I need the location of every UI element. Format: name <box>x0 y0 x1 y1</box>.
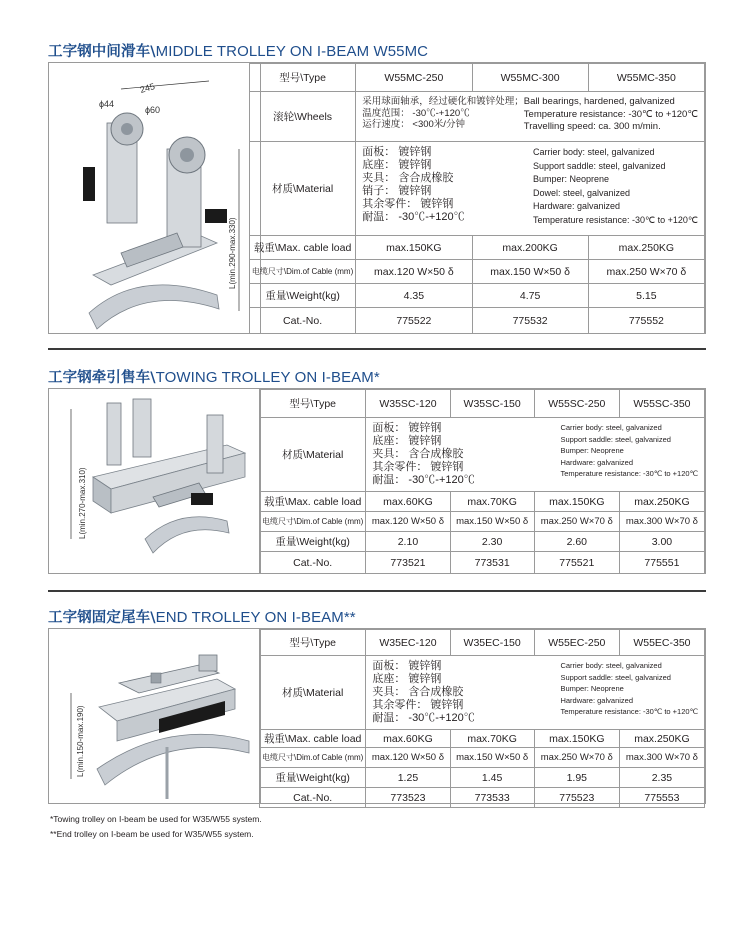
load-cell: max.60KG <box>366 730 450 748</box>
end-trolley-block <box>48 628 706 804</box>
dim-cell: max.120 W×50 δ <box>356 260 472 284</box>
section-title-towing-trolley: 工字钢牵引售车\TOWING TROLLEY ON I-BEAM* <box>48 369 380 386</box>
label-type: 型号\Type <box>260 630 366 656</box>
dim-height-label: L(min.290-max.330) <box>228 217 237 289</box>
label-cat: Cat.-No. <box>260 552 366 574</box>
material-description: 面板： 镀锌钢 底座： 镀锌钢 夹具： 含合成橡胶 销子： 镀锌钢 其余零件： 镀锌钢 耐温： -30℃-+120℃ Carrier body: steel, galvanized Support saddle: steel, galvanized Bumper: Neoprene Dowel: steel, galvanized Hardware: galvanized Temperature resistance: -30℃ to +120℃ <box>356 142 705 236</box>
end-trolley-figure <box>49 629 261 803</box>
bumper-icon <box>191 493 213 505</box>
footnote-end: **End trolley on I-beam be used for W35/W55 system. <box>50 829 254 839</box>
load-cell: max.150KG <box>534 492 619 512</box>
cat-cell: 773533 <box>450 788 534 808</box>
cat-cell: 773523 <box>366 788 450 808</box>
section-divider <box>48 590 706 592</box>
dim-cell: max.300 W×70 δ <box>619 512 704 532</box>
section-divider <box>48 348 706 350</box>
footnotes <box>50 812 262 842</box>
type-cell: W55MC-350 <box>588 64 704 92</box>
dim-height-label: L(min.150-max.190) <box>76 705 85 777</box>
wheels-description: 采用球面轴承，经过硬化和镀锌处理； 温度范围： -30℃-+120℃ 运行速度： <300米/分钟 Ball bearings, hardened, galvanized Temperature resistance: -30℃ to +120℃ Travelling speed: ca. 300 m/min. <box>356 92 705 142</box>
end-trolley-illustration <box>49 629 261 803</box>
middle-trolley-spec-table <box>249 63 705 334</box>
load-cell: max.70KG <box>450 730 534 748</box>
label-dim: 电缆尺寸\Dim.of Cable (mm) <box>260 748 366 768</box>
middle-trolley-figure <box>49 63 261 333</box>
end-trolley-spec-table <box>259 629 705 808</box>
cat-cell: 775521 <box>534 552 619 574</box>
support-saddle-icon <box>89 285 219 329</box>
type-cell: W35EC-120 <box>366 630 450 656</box>
type-cell: W55EC-250 <box>534 630 619 656</box>
label-weight: 重量\Weight(kg) <box>260 768 366 788</box>
bumper-icon <box>83 167 95 201</box>
weight-cell: 1.45 <box>450 768 534 788</box>
dim-d1-label: ϕ44 <box>99 99 115 109</box>
dim-cell: max.250 W×70 δ <box>534 748 619 768</box>
weight-cell: 2.30 <box>450 532 534 552</box>
dim-cell: max.150 W×50 δ <box>472 260 588 284</box>
label-dim: 电缆尺寸\Dim.of Cable (mm) <box>260 512 366 532</box>
weight-cell: 5.15 <box>588 284 704 308</box>
carrier-plate-icon <box>133 399 151 457</box>
middle-trolley-illustration <box>49 63 261 333</box>
middle-trolley-block <box>48 62 706 334</box>
label-dim: 电缆尺寸\Dim.of Cable (mm) <box>249 260 355 284</box>
cat-cell: 775523 <box>534 788 619 808</box>
dim-cell: max.120 W×50 δ <box>366 512 450 532</box>
section-title-middle-trolley: 工字钢中间滑车\MIDDLE TROLLEY ON I-BEAM W55MC <box>48 43 429 60</box>
weight-cell: 4.35 <box>356 284 472 308</box>
load-cell: max.250KG <box>619 492 704 512</box>
load-cell: max.250KG <box>588 236 704 260</box>
cat-cell: 773521 <box>366 552 450 574</box>
label-weight: 重量\Weight(kg) <box>249 284 355 308</box>
type-cell: W35SC-120 <box>366 390 450 418</box>
footnote-towing: *Towing trolley on I-beam be used for W35/W55 system. <box>50 814 262 824</box>
load-cell: max.250KG <box>619 730 704 748</box>
weight-cell: 4.75 <box>472 284 588 308</box>
support-saddle-icon <box>97 734 249 785</box>
cat-cell: 775552 <box>588 308 704 334</box>
type-cell: W55SC-350 <box>619 390 704 418</box>
dim-cell: max.250 W×70 δ <box>534 512 619 532</box>
label-material: 材质\Material <box>249 142 355 236</box>
section-title-end-trolley: 工字钢固定尾车\END TROLLEY ON I-BEAM** <box>48 609 356 626</box>
load-cell: max.200KG <box>472 236 588 260</box>
weight-cell: 2.10 <box>366 532 450 552</box>
label-type: 型号\Type <box>260 390 366 418</box>
load-cell: max.70KG <box>450 492 534 512</box>
type-cell: W55MC-250 <box>356 64 472 92</box>
cat-cell: 775551 <box>619 552 704 574</box>
bumper-icon <box>205 209 227 223</box>
load-cell: max.60KG <box>366 492 450 512</box>
load-cell: max.150KG <box>356 236 472 260</box>
weight-cell: 2.60 <box>534 532 619 552</box>
label-cat: Cat.-No. <box>260 788 366 808</box>
carrier-plate-icon <box>207 415 223 473</box>
weight-cell: 3.00 <box>619 532 704 552</box>
dim-height-label: L(min.270-max.310) <box>78 467 87 539</box>
cat-cell: 775553 <box>619 788 704 808</box>
cat-cell: 773531 <box>450 552 534 574</box>
dim-cell: max.150 W×50 δ <box>450 512 534 532</box>
weight-cell: 1.25 <box>366 768 450 788</box>
label-weight: 重量\Weight(kg) <box>260 532 366 552</box>
material-description: 面板： 镀锌钢 底座： 镀锌钢 夹具： 含合成橡胶 其余零件： 镀锌钢 耐温： -30℃-+120℃ Carrier body: steel, galvanized Support saddle: steel, galvanized Bumper: Neoprene Hardware: galvanized Temperature resistance: -30℃ to +120℃ <box>366 418 705 492</box>
label-load: 载重\Max. cable load <box>260 492 366 512</box>
load-cell: max.150KG <box>534 730 619 748</box>
label-wheels: 滚轮\Wheels <box>249 92 355 142</box>
towing-trolley-block <box>48 388 706 574</box>
dim-cell: max.150 W×50 δ <box>450 748 534 768</box>
label-load: 载重\Max. cable load <box>249 236 355 260</box>
type-cell: W35EC-150 <box>450 630 534 656</box>
label-type: 型号\Type <box>249 64 355 92</box>
carrier-plate-icon <box>107 403 121 465</box>
label-load: 载重\Max. cable load <box>260 730 366 748</box>
weight-cell: 2.35 <box>619 768 704 788</box>
dim-width-label: 245 <box>138 81 157 95</box>
type-cell: W55EC-350 <box>619 630 704 656</box>
towing-trolley-spec-table <box>259 389 705 574</box>
weight-cell: 1.95 <box>534 768 619 788</box>
dim-cell: max.250 W×70 δ <box>588 260 704 284</box>
dim-cell: max.300 W×70 δ <box>619 748 704 768</box>
label-material: 材质\Material <box>260 418 366 492</box>
type-cell: W35SC-150 <box>450 390 534 418</box>
support-saddle-icon <box>145 517 229 553</box>
label-material: 材质\Material <box>260 656 366 730</box>
type-cell: W55MC-300 <box>472 64 588 92</box>
towing-trolley-figure <box>49 389 261 573</box>
dim-cell: max.120 W×50 δ <box>366 748 450 768</box>
dim-d2-label: ϕ60 <box>145 105 161 115</box>
cat-cell: 775522 <box>356 308 472 334</box>
material-description: 面板： 镀锌钢 底座： 镀锌钢 夹具： 含合成橡胶 其余零件： 镀锌钢 耐温： -30℃-+120℃ Carrier body: steel, galvanized Support saddle: steel, galvanized Bumper: Neoprene Hardware: galvanized Temperature resistance: -30℃ to +120℃ <box>366 656 705 730</box>
type-cell: W55SC-250 <box>534 390 619 418</box>
label-cat: Cat.-No. <box>249 308 355 334</box>
towing-trolley-illustration <box>49 389 261 573</box>
cat-cell: 775532 <box>472 308 588 334</box>
